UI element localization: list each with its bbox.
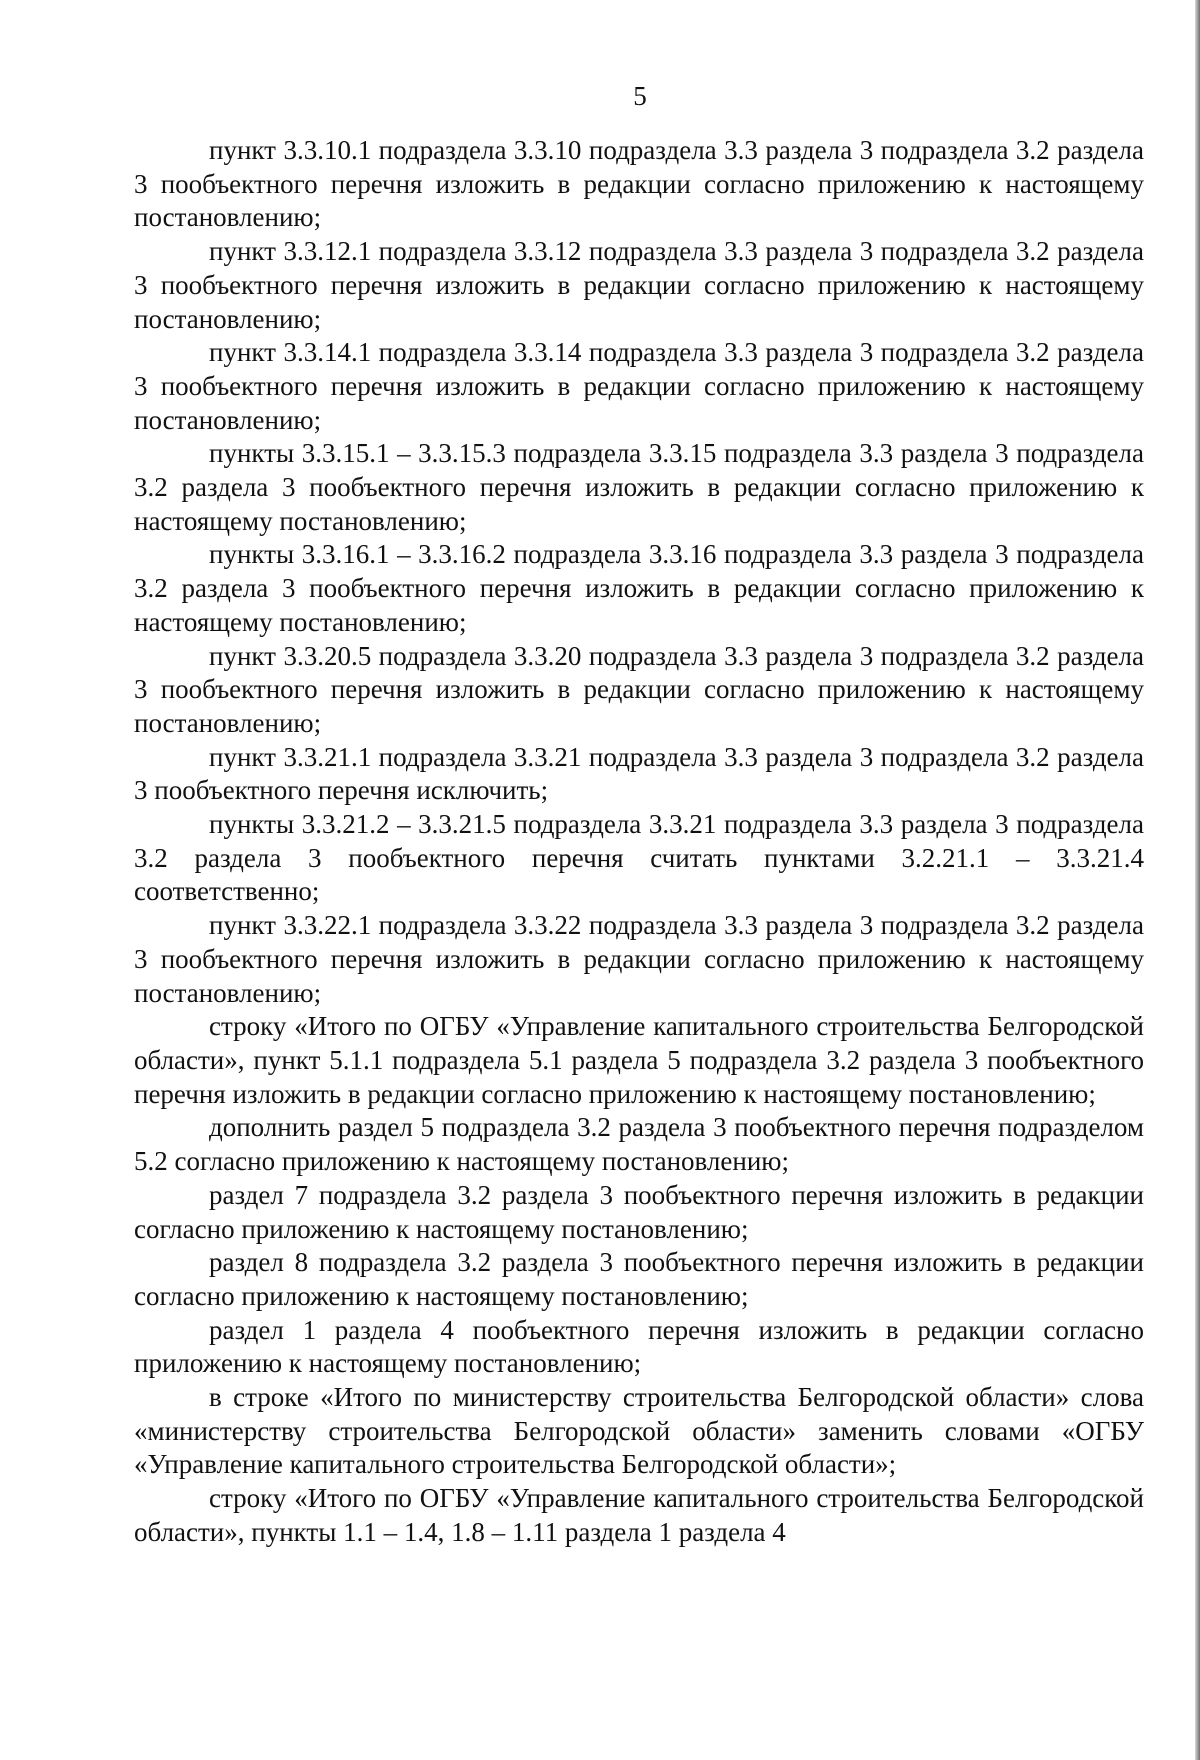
paragraph: раздел 1 раздела 4 пообъектного перечня изложить в редакции согласно приложению к настоящему постановлению; [134, 1314, 1144, 1379]
paragraph: пункты 3.3.16.1 – 3.3.16.2 подраздела 3.3.16 подраздела 3.3 раздела 3 подраздела 3.2 раздела 3 пообъектного перечня изложить в редакции согласно приложению к настоящему постановлению; [134, 539, 1144, 637]
paragraph: пункт 3.3.14.1 подраздела 3.3.14 подраздела 3.3 раздела 3 подраздела 3.2 раздела 3 пообъектного перечня изложить в редакции согласно приложению к настоящему постановлению; [134, 337, 1144, 435]
paragraph: пункты 3.3.15.1 – 3.3.15.3 подраздела 3.3.15 подраздела 3.3 раздела 3 подраздела 3.2 раздела 3 пообъектного перечня изложить в редакции согласно приложению к настоящему постановлению; [134, 438, 1144, 536]
paragraph: дополнить раздел 5 подраздела 3.2 раздела 3 пообъектного перечня подразделом 5.2 согласно приложению к настоящему постановлению; [134, 1112, 1144, 1177]
paragraph: раздел 7 подраздела 3.2 раздела 3 пообъектного перечня изложить в редакции согласно приложению к настоящему постановлению; [134, 1179, 1144, 1244]
paragraph: пункт 3.3.21.1 подраздела 3.3.21 подраздела 3.3 раздела 3 подраздела 3.2 раздела 3 пообъектного перечня исключить; [134, 741, 1144, 806]
paragraph: строку «Итого по ОГБУ «Управление капитального строительства Белгородской области», пункт 5.1.1 подраздела 5.1 раздела 5 подраздела 3.2 раздела 3 пообъектного перечня изложить в редакции согласно приложению к настоящему постановлению; [134, 1011, 1144, 1109]
paragraph: пункт 3.3.10.1 подраздела 3.3.10 подраздела 3.3 раздела 3 подраздела 3.2 раздела 3 пообъектного перечня изложить в редакции согласно приложению к настоящему постановлению; [134, 135, 1144, 233]
paragraph: пункт 3.3.12.1 подраздела 3.3.12 подраздела 3.3 раздела 3 подраздела 3.2 раздела 3 пообъектного перечня изложить в редакции согласно приложению к настоящему постановлению; [134, 236, 1144, 334]
paragraph: пункт 3.3.20.5 подраздела 3.3.20 подраздела 3.3 раздела 3 подраздела 3.2 раздела 3 пообъектного перечня изложить в редакции согласно приложению к настоящему постановлению; [134, 640, 1144, 738]
paragraph: раздел 8 подраздела 3.2 раздела 3 пообъектного перечня изложить в редакции согласно приложению к настоящему постановлению; [134, 1247, 1144, 1311]
paragraph: пункт 3.3.22.1 подраздела 3.3.22 подраздела 3.3 раздела 3 подраздела 3.2 раздела 3 пообъектного перечня изложить в редакции согласно приложению к настоящему постановлению; [134, 910, 1144, 1008]
scan-edge-shadow [1195, 0, 1200, 1760]
document-body [134, 134, 1144, 1550]
paragraph: в строке «Итого по министерству строительства Белгородской области» слова «министерству строительства Белгородской области» заменить словами «ОГБУ «Управление капитального строительства Белгородской области»; [134, 1382, 1144, 1480]
page-number: 5 [633, 81, 647, 111]
paragraph: пункты 3.3.21.2 – 3.3.21.5 подраздела 3.3.21 подраздела 3.3 раздела 3 подраздела 3.2 раздела 3 пообъектного перечня считать пунктами 3.2.21.1 – 3.3.21.4 соответственно; [134, 809, 1144, 907]
paragraph: строку «Итого по ОГБУ «Управление капитального строительства Белгородской области», пункты 1.1 – 1.4, 1.8 – 1.11 раздела 1 раздела 4 [134, 1483, 1144, 1547]
